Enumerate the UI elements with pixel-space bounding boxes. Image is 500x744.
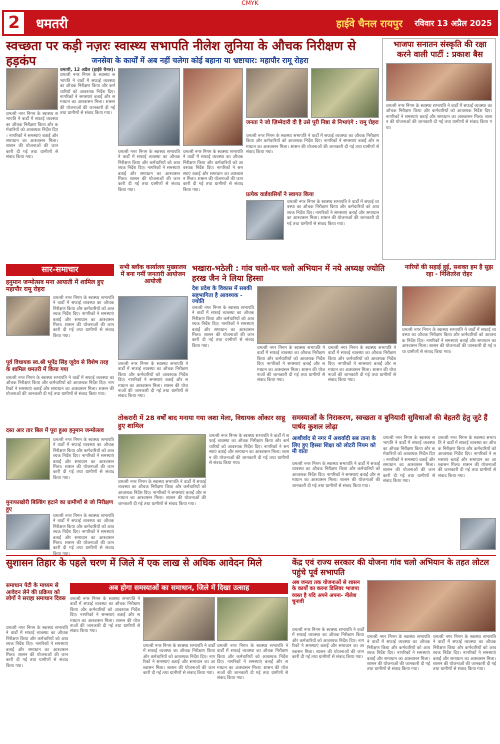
lead-photo-3: [183, 68, 243, 146]
brief-4-headline: मुनाफाखोरी बिल्डिंग हटाने का ग्रामीणों से जो निरीक्षण हुए: [6, 500, 113, 513]
sushasan-photo-1: [143, 597, 215, 641]
right-top-body: धमतरी नगर निगम के स्वास्थ्य सभापति ने वार्डों में सफाई व्यवस्था का औचक निरीक्षण किया और कर्मचारियों को आवश्यक निर्देश दिए। नागरिकों ने समस्याएं बताईं और समाधान का आश्वासन मिला। शासन की योजनाओं की जानकारी दी गई तथा ग्रामीणों से संवाद किया गया।: [386, 104, 492, 131]
sushasan-text-3: [143, 644, 215, 740]
samasya-body-3: धमतरी नगर निगम के स्वास्थ्य सभापति ने वार्डों में सफाई व्यवस्था का औचक निरीक्षण किया और कर्मचारियों को आवश्यक निर्देश दिए। नागरिकों ने समस्याएं बताईं और समाधान का आश्वासन मिला। शासन की योजनाओं की जानकारी दी गई तथा ग्रामीणों से संवाद किया गया।: [438, 436, 496, 479]
tokarari-body-2: धमतरी नगर निगम के स्वास्थ्य सभापति ने वार्डों में सफाई व्यवस्था का औचक निरीक्षण किया और कर्मचारियों को आवश्यक निर्देश दिए। नागरिकों ने समस्याएं बताईं और समाधान का आश्वासन मिला। शासन की योजनाओं की जानकारी दी गई तथा ग्रामीणों से संवाद किया गया।: [209, 434, 289, 467]
bhakhara-subhead: देश प्रदेश के विकास में सबकी सहभागिता है आवश्यक - ज्योति: [192, 286, 252, 305]
nariyon-photo: [402, 286, 496, 326]
right-top-text: [386, 104, 492, 258]
tokarari-headline: तोकरारी में 28 वर्षों बाद मनाया गया जशा मेला, विधायक ओंकार साहू हुए शामिल: [118, 414, 286, 430]
samasya-text-3: [438, 436, 496, 516]
sushasan-text-1: [6, 626, 68, 740]
page-number: 2: [2, 10, 26, 36]
newspaper-name: हाईवे चैनल रायपुर: [336, 19, 403, 30]
nariyon-body: धमतरी नगर निगम के स्वास्थ्य सभापति ने वार्डों में सफाई व्यवस्था का औचक निरीक्षण किया और कर्मचारियों को आवश्यक निर्देश दिए। नागरिकों ने समस्याएं बताईं और समाधान का आश्वासन मिला। शासन की योजनाओं की जानकारी दी गई तथा ग्रामीणों से संवाद किया गया।: [402, 328, 496, 355]
brief-4-photo: [6, 514, 50, 550]
bhakhara-headline: भखारा-भठेली : गांव चलो-घर चलो अभियान में नये अध्यक्ष ज्योति हरख जैन ने लिया हिस्सा: [192, 264, 385, 283]
lead-body-4: धमतरी नगर निगम के स्वास्थ्य सभापति ने वार्डों में सफाई व्यवस्था का औचक निरीक्षण किया और कर्मचारियों को आवश्यक निर्देश दिए। नागरिकों ने समस्याएं बताईं और समाधान का आश्वासन मिला। शासन की योजनाओं की जानकारी दी गई तथा ग्रामीणों से संवाद किया गया।: [246, 134, 379, 156]
lead-headline: स्वच्छता पर कड़ी नज़रः स्वास्थ्य सभापति नीलेश लुनिया के औचक निरीक्षण से हड़कंप: [6, 38, 356, 68]
brief-4-text: [53, 514, 114, 550]
sushasan-body-4: धमतरी नगर निगम के स्वास्थ्य सभापति ने वार्डों में सफाई व्यवस्था का औचक निरीक्षण किया और कर्मचारियों को आवश्यक निर्देश दिए। नागरिकों ने समस्याएं बताईं और समाधान का आश्वासन मिला। शासन की योजनाओं की जानकारी दी गई तथा ग्रामीणों से संवाद किया गया।: [217, 644, 288, 682]
brief-1-body: धमतरी नगर निगम के स्वास्थ्य सभापति ने वार्डों में सफाई व्यवस्था का औचक निरीक्षण किया और कर्मचारियों को आवश्यक निर्देश दिए। नागरिकों ने समस्याएं बताईं और समाधान का आश्वासन मिला। शासन की योजनाओं की जानकारी दी गई तथा ग्रामीणों से संवाद किया गया।: [53, 296, 114, 339]
samasya-headline: समस्याओं के निराकरण, स्वच्छता व बुनियादी सुविधाओं की बेहतरी हेतु जुटे हैं पार्षद कुशल लोढ़ा: [292, 414, 488, 431]
lead-callout: जनता ने जो ज़िम्मेदारी दी है उसे पूरी निष्ठा से निभाएंगे : रामू रोहरा: [246, 120, 379, 126]
aarshiwad-headline: आशीर्वाद से नगर में अशर्वादी सब ताना के लिए हुए हिस्सा शिक्षा को लोटरी नियम को मी वाता: [292, 436, 376, 455]
bhakhara-text-3: [328, 346, 396, 412]
nariyon-headline: नारियों की सहाई हुई, सशक्त हम है सुझ रहा - निशितरेश रोहर: [404, 264, 494, 279]
brief-3-headline: दस्त आर तार बिल में पूरा हुआ हनुमान जन्मोत्सव: [6, 428, 104, 434]
lead-body-0: धमतरी नगर निगम के स्वास्थ्य सभापति ने वार्डों में सफाई व्यवस्था का औचक निरीक्षण किया और कर्मचारियों को आवश्यक निर्देश दिए। नागरिकों ने समस्याएं बताईं और समाधान का आश्वासन मिला। शासन की योजनाओं की जानकारी दी गई तथा ग्रामीणों से संवाद किया गया।: [6, 112, 58, 161]
brief-3-text: [53, 438, 114, 498]
gaon-chalo-photo: [367, 580, 496, 632]
bhakhara-body-1: धमतरी नगर निगम के स्वास्थ्य सभापति ने वार्डों में सफाई व्यवस्था का औचक निरीक्षण किया और कर्मचारियों को आवश्यक निर्देश दिए। नागरिकों ने समस्याएं बताईं और समाधान का आश्वासन मिला। शासन की योजनाओं की जानकारी दी गई तथा ग्रामीणों से संवाद किया गया।: [192, 306, 254, 349]
ambedkar-headline: सभी ब्लॉक कार्यालय मुख्यालय में बना गर्मी जनतारी आयोजन आयोजी: [119, 264, 187, 286]
sushasan-side-headline: समाधान पेटी के माध्यम से आवेदन लेने की प्रक्रिया को लोगों ने सराहा समाधान दिवस: [6, 583, 66, 603]
lead-callout-2: प्रत्येक वार्डवासियों ने स्वागत किया: [246, 192, 314, 198]
gaon-chalo-text-1: [292, 628, 364, 740]
lead-body-1: धमतरी नगर निगम के स्वास्थ्य सभापति ने वार्डों में सफाई व्यवस्था का औचक निरीक्षण किया और कर्मचारियों को आवश्यक निर्देश दिए। नागरिकों ने समस्याएं बताईं और समाधान का आश्वासन मिला। शासन की योजनाओं की जानकारी दी गई तथा ग्रामीणों से संवाद किया गया।: [60, 73, 115, 117]
lead-body-2: धमतरी नगर निगम के स्वास्थ्य सभापति ने वार्डों में सफाई व्यवस्था का औचक निरीक्षण किया और कर्मचारियों को आवश्यक निर्देश दिए। नागरिकों ने समस्याएं बताईं और समाधान का आश्वासन मिला। शासन की योजनाओं की जानकारी दी गई तथा ग्रामीणों से संवाद किया गया।: [118, 150, 180, 193]
tokarari-photo: [118, 434, 206, 478]
sushasan-subhead: अब होगा समस्याओं का समाधान, जिले में दिखा उत्साह: [70, 583, 288, 594]
bhakhara-body-3: धमतरी नगर निगम के स्वास्थ्य सभापति ने वार्डों में सफाई व्यवस्था का औचक निरीक्षण किया और कर्मचारियों को आवश्यक निर्देश दिए। नागरिकों ने समस्याएं बताईं और समाधान का आश्वासन मिला। शासन की योजनाओं की जानकारी दी गई तथा ग्रामीणों से संवाद किया गया।: [328, 346, 396, 384]
news-brief-band: सार-समाचार: [6, 264, 114, 276]
bhakhara-photo: [257, 286, 397, 344]
ambedkar-text: [118, 362, 188, 412]
sushasan-text-4: [217, 644, 288, 740]
brief-2-body: धमतरी नगर निगम के स्वास्थ्य सभापति ने वार्डों में सफाई व्यवस्था का औचक निरीक्षण किया और कर्मचारियों को आवश्यक निर्देश दिए। नागरिकों ने समस्याएं बताईं और समाधान का आश्वासन मिला। शासन की योजनाओं की जानकारी दी गई तथा ग्रामीणों से संवाद किया गया।: [6, 376, 114, 398]
lead-subhead: जनसेवा के कार्यों में अब नहीं चलेगा कोई बहाना या भ्रष्टाचार: महापौर रामू रोहरा: [91, 56, 309, 65]
gaon-chalo-text-2: [367, 635, 430, 740]
tokarari-text-2: [209, 434, 289, 550]
gaon-chalo-body-3: धमतरी नगर निगम के स्वास्थ्य सभापति ने वार्डों में सफाई व्यवस्था का औचक निरीक्षण किया और कर्मचारियों को आवश्यक निर्देश दिए। नागरिकों ने समस्याएं बताईं और समाधान का आश्वासन मिला। शासन की योजनाओं की जानकारी दी गई तथा ग्रामीणों से संवाद किया गया।: [433, 635, 496, 673]
gaon-chalo-body-1: धमतरी नगर निगम के स्वास्थ्य सभापति ने वार्डों में सफाई व्यवस्था का औचक निरीक्षण किया और कर्मचारियों को आवश्यक निर्देश दिए। नागरिकों ने समस्याएं बताईं और समाधान का आश्वासन मिला। शासन की योजनाओं की जानकारी दी गई तथा ग्रामीणों से संवाद किया गया।: [292, 628, 364, 661]
lead-photo-5: [311, 68, 379, 118]
bhakhara-text-2: [257, 346, 325, 412]
brief-3-photo: [6, 438, 50, 480]
brief-4-body: धमतरी नगर निगम के स्वास्थ्य सभापति ने वार्डों में सफाई व्यवस्था का औचक निरीक्षण किया और कर्मचारियों को आवश्यक निर्देश दिए। नागरिकों ने समस्याएं बताईं और समाधान का आश्वासन मिला। शासन की योजनाओं की जानकारी दी गई तथा ग्रामीणों से संवाद: [53, 514, 114, 552]
right-top-headline: भाजपा सनातन संस्कृति की रक्षा करने वाली पार्टी : प्रकाश बैस: [393, 40, 487, 59]
lead-photo-6: [246, 200, 284, 240]
ambedkar-photo: [118, 296, 188, 360]
sushasan-body-3: धमतरी नगर निगम के स्वास्थ्य सभापति ने वार्डों में सफाई व्यवस्था का औचक निरीक्षण किया और कर्मचारियों को आवश्यक निर्देश दिए। नागरिकों ने समस्याएं बताईं और समाधान का आश्वासन मिला। शासन की योजनाओं की जानकारी दी गई तथा ग्रामीणों से संवाद किया गया।: [143, 644, 215, 677]
issue-date: रविवार 13 अप्रैल 2025: [414, 18, 492, 28]
brief-1-headline: हनुमान जन्मोत्सव मना आयाती में शामिल हुए महापौर रामू रोहरा: [6, 279, 104, 293]
lead-text-col4: [246, 134, 379, 190]
gaon-chalo-text-3: [433, 635, 496, 740]
brief-1-photo: [6, 296, 50, 336]
lead-text-col2: [118, 150, 180, 262]
right-top-photo: [386, 63, 492, 101]
section-title: धमतरी: [36, 17, 68, 32]
gaon-chalo-subhead: अब जनता तक योजनाओं से शासन के कार्यों का करना डिलिवर भाजपा व्यस्त है यदि अपने अपना- नीलेश चुनावी: [292, 580, 360, 606]
samasya-text-2: [383, 436, 435, 550]
ambedkar-body: धमतरी नगर निगम के स्वास्थ्य सभापति ने वार्डों में सफाई व्यवस्था का औचक निरीक्षण किया और कर्मचारियों को आवश्यक निर्देश दिए। नागरिकों ने समस्याएं बताईं और समाधान का आश्वासन मिला। शासन की योजनाओं की जानकारी दी गई तथा ग्रामीणों से संवाद किया गया।: [118, 362, 188, 400]
lead-text-col1: [60, 68, 115, 188]
brief-2-text: [6, 376, 114, 426]
sushasan-body-1: धमतरी नगर निगम के स्वास्थ्य सभापति ने वार्डों में सफाई व्यवस्था का औचक निरीक्षण किया और कर्मचारियों को आवश्यक निर्देश दिए। नागरिकों ने समस्याएं बताईं और समाधान का आश्वासन मिला। शासन की योजनाओं की जानकारी दी गई तथा ग्रामीणों से संवाद किया गया।: [6, 626, 68, 669]
lead-text-col0: [6, 112, 58, 262]
lead-body-3: धमतरी नगर निगम के स्वास्थ्य सभापति ने वार्डों में सफाई व्यवस्था का औचक निरीक्षण किया और कर्मचारियों को आवश्यक निर्देश दिए। नागरिकों ने समस्याएं बताईं और समाधान का आश्वासन मिला। शासन की योजनाओं की जानकारी दी गई तथा ग्रामीणों से संवाद किया गया।: [183, 150, 243, 193]
samasya-body-1: धमतरी नगर निगम के स्वास्थ्य सभापति ने वार्डों में सफाई व्यवस्था का औचक निरीक्षण किया और कर्मचारियों को आवश्यक निर्देश दिए। नागरिकों ने समस्याएं बताईं और समाधान का आश्वासन मिला। शासन की योजनाओं की जानकारी दी गई तथा ग्रामीणों से संवाद किया गया।: [292, 462, 380, 489]
lead-photo-4: [246, 68, 308, 118]
lead-body-5: धमतरी नगर निगम के स्वास्थ्य सभापति ने वार्डों में सफाई व्यवस्था का औचक निरीक्षण किया और कर्मचारियों को आवश्यक निर्देश दिए। नागरिकों ने समस्याएं बताईं और समाधान का आश्वासन मिला। शासन की योजनाओं की जानकारी दी गई तथा ग्रामीणों से संवाद किया गया।: [287, 200, 379, 227]
lead-photo-1: [6, 68, 58, 110]
sushasan-photo-2: [217, 597, 288, 641]
lead-text-col5: [287, 200, 379, 262]
samasya-text-1: [292, 462, 380, 550]
section-divider: [6, 555, 496, 556]
brief-1-text: [53, 296, 114, 356]
tokarari-body-1: धमतरी नगर निगम के स्वास्थ्य सभापति ने वार्डों में सफाई व्यवस्था का औचक निरीक्षण किया और कर्मचारियों को आवश्यक निर्देश दिए। नागरिकों ने समस्याएं बताईं और समाधान का आश्वासन मिला। शासन की योजनाओं की जानकारी दी गई तथा ग्रामीणों से संवाद किया गया।: [118, 480, 206, 507]
bhakhara-text-1: [192, 306, 254, 412]
samasya-photo: [460, 518, 496, 550]
gaon-chalo-headline: केंद्र एवं राज्य सरकार की योजना गांव चलो अभियान के तहत लोटल पहुंचे पूर्व सभापति: [292, 558, 490, 577]
sushasan-body-2: धमतरी नगर निगम के स्वास्थ्य सभापति ने वार्डों में सफाई व्यवस्था का औचक निरीक्षण किया और कर्मचारियों को आवश्यक निर्देश दिए। नागरिकों ने समस्याएं बताईं और समाधान का आश्वासन मिला। शासन की योजनाओं की जानकारी दी गई तथा ग्रामीणों से संवाद किया गया।: [70, 597, 140, 635]
lead-text-col3: [183, 150, 243, 262]
page-masthead: [2, 10, 498, 36]
sushasan-headline: सुशासन तिहार के पहले चरण में जिले में एक लाख से अधिक आवेदन मिले: [6, 558, 262, 569]
gaon-chalo-body-2: धमतरी नगर निगम के स्वास्थ्य सभापति ने वार्डों में सफाई व्यवस्था का औचक निरीक्षण किया और कर्मचारियों को आवश्यक निर्देश दिए। नागरिकों ने समस्याएं बताईं और समाधान का आश्वासन मिला। शासन की योजनाओं की जानकारी दी गई तथा ग्रामीणों से संवाद किया गया।: [367, 635, 430, 673]
lead-photo-2: [118, 68, 180, 146]
nariyon-text: [402, 328, 496, 412]
print-color-mark: CMYK: [241, 0, 259, 7]
samasya-body-2: धमतरी नगर निगम के स्वास्थ्य सभापति ने वार्डों में सफाई व्यवस्था का औचक निरीक्षण किया और कर्मचारियों को आवश्यक निर्देश दिए। नागरिकों ने समस्याएं बताईं और समाधान का आश्वासन मिला। शासन की योजनाओं की जानकारी दी गई तथा ग्रामीणों से संवाद किया गया।: [383, 436, 435, 485]
brief-2-headline: पूर्व विधायक स्व.श्री भूपेंद्र सिंह जूदेव से विशेष तरह के शामिल धमतरी में किया गया: [6, 360, 109, 373]
sushasan-text-2: [70, 597, 140, 740]
bhakhara-body-2: धमतरी नगर निगम के स्वास्थ्य सभापति ने वार्डों में सफाई व्यवस्था का औचक निरीक्षण किया और कर्मचारियों को आवश्यक निर्देश दिए। नागरिकों ने समस्याएं बताईं और समाधान का आश्वासन मिला। शासन की योजनाओं की जानकारी दी गई तथा ग्रामीणों से संवाद किया गया।: [257, 346, 325, 384]
tokarari-text-1: [118, 480, 206, 550]
brief-3-body: धमतरी नगर निगम के स्वास्थ्य सभापति ने वार्डों में सफाई व्यवस्था का औचक निरीक्षण किया और कर्मचारियों को आवश्यक निर्देश दिए। नागरिकों ने समस्याएं बताईं और समाधान का आश्वासन मिला। शासन की योजनाओं की जानकारी दी गई तथा ग्रामीणों से संवाद किया गया।: [53, 438, 114, 481]
lead-dateline: धमतरी, 12 अप्रैल (हाईवे चैनल)।: [60, 68, 115, 73]
